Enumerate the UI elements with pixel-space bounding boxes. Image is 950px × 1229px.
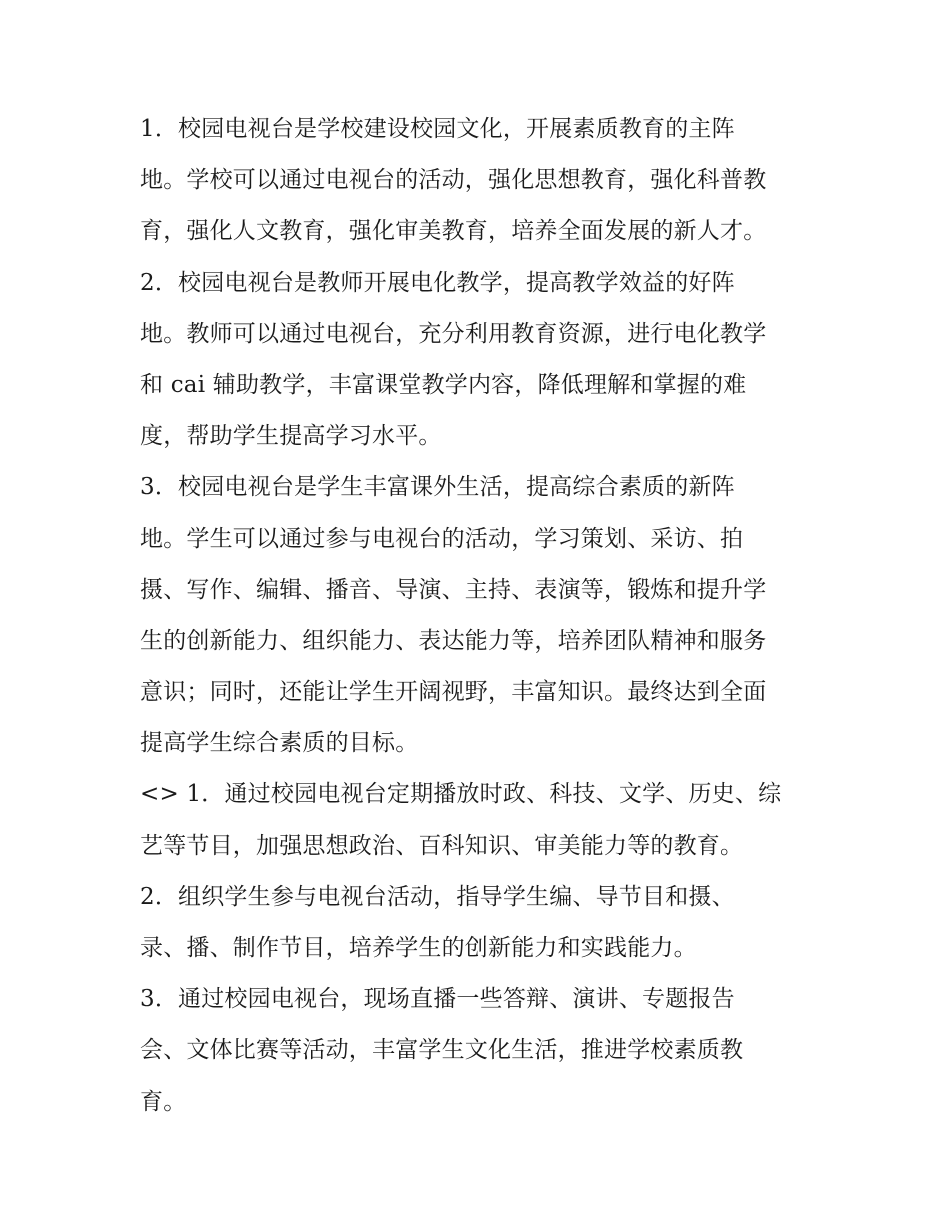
- text-line: 2．组织学生参与电视台活动，指导学生编、导节目和摄、: [140, 883, 735, 910]
- text-line: 生的创新能力、组织能力、表达能力等，培养团队精神和服务: [140, 627, 767, 654]
- text-line: 度，帮助学生提高学习水平。: [140, 423, 442, 450]
- text-line: 地。学生可以通过参与电视台的活动，学习策划、采访、拍: [140, 525, 744, 552]
- text-line: 地。学校可以通过电视台的活动，强化思想教育，强化科普教: [140, 167, 767, 194]
- text-line: 艺等节目，加强思想政治、百科知识、审美能力等的教育。: [140, 832, 744, 859]
- text-line: 3．通过校园电视台，现场直播一些答辩、演讲、专题报告: [140, 986, 735, 1013]
- text-line: 地。教师可以通过电视台，充分利用教育资源，进行电化教学: [140, 320, 767, 347]
- text-line: 录、播、制作节目，培养学生的创新能力和实践能力。: [140, 935, 697, 961]
- text-line: 会、文体比赛等活动，丰富学生文化生活，推进学校素质教: [140, 1037, 744, 1064]
- text-line: 育。: [140, 1088, 187, 1115]
- text-line: 2．校园电视台是教师开展电化教学，提高教学效益的好阵: [140, 269, 735, 296]
- document-body: [140, 104, 830, 1128]
- text-line: 提高学生综合素质的目标。: [140, 730, 419, 757]
- text-line: 育，强化人文教育，强化审美教育，培养全面发展的新人才。: [140, 218, 767, 245]
- text-line: 3．校园电视台是学生丰富课外生活，提高综合素质的新阵: [140, 474, 735, 501]
- text-line: 摄、写作、编辑、播音、导演、主持、表演等，锻炼和提升学: [140, 576, 767, 603]
- text-line: 1．校园电视台是学校建设校园文化，开展素质教育的主阵: [140, 116, 735, 142]
- text-line: 和 cai 辅助教学，丰富课堂教学内容，降低理解和掌握的难: [140, 371, 747, 398]
- text-line: 意识；同时，还能让学生开阔视野，丰富知识。最终达到全面: [140, 679, 767, 706]
- text-line: <> 1．通过校园电视台定期播放时政、科技、文学、历史、综: [140, 781, 782, 808]
